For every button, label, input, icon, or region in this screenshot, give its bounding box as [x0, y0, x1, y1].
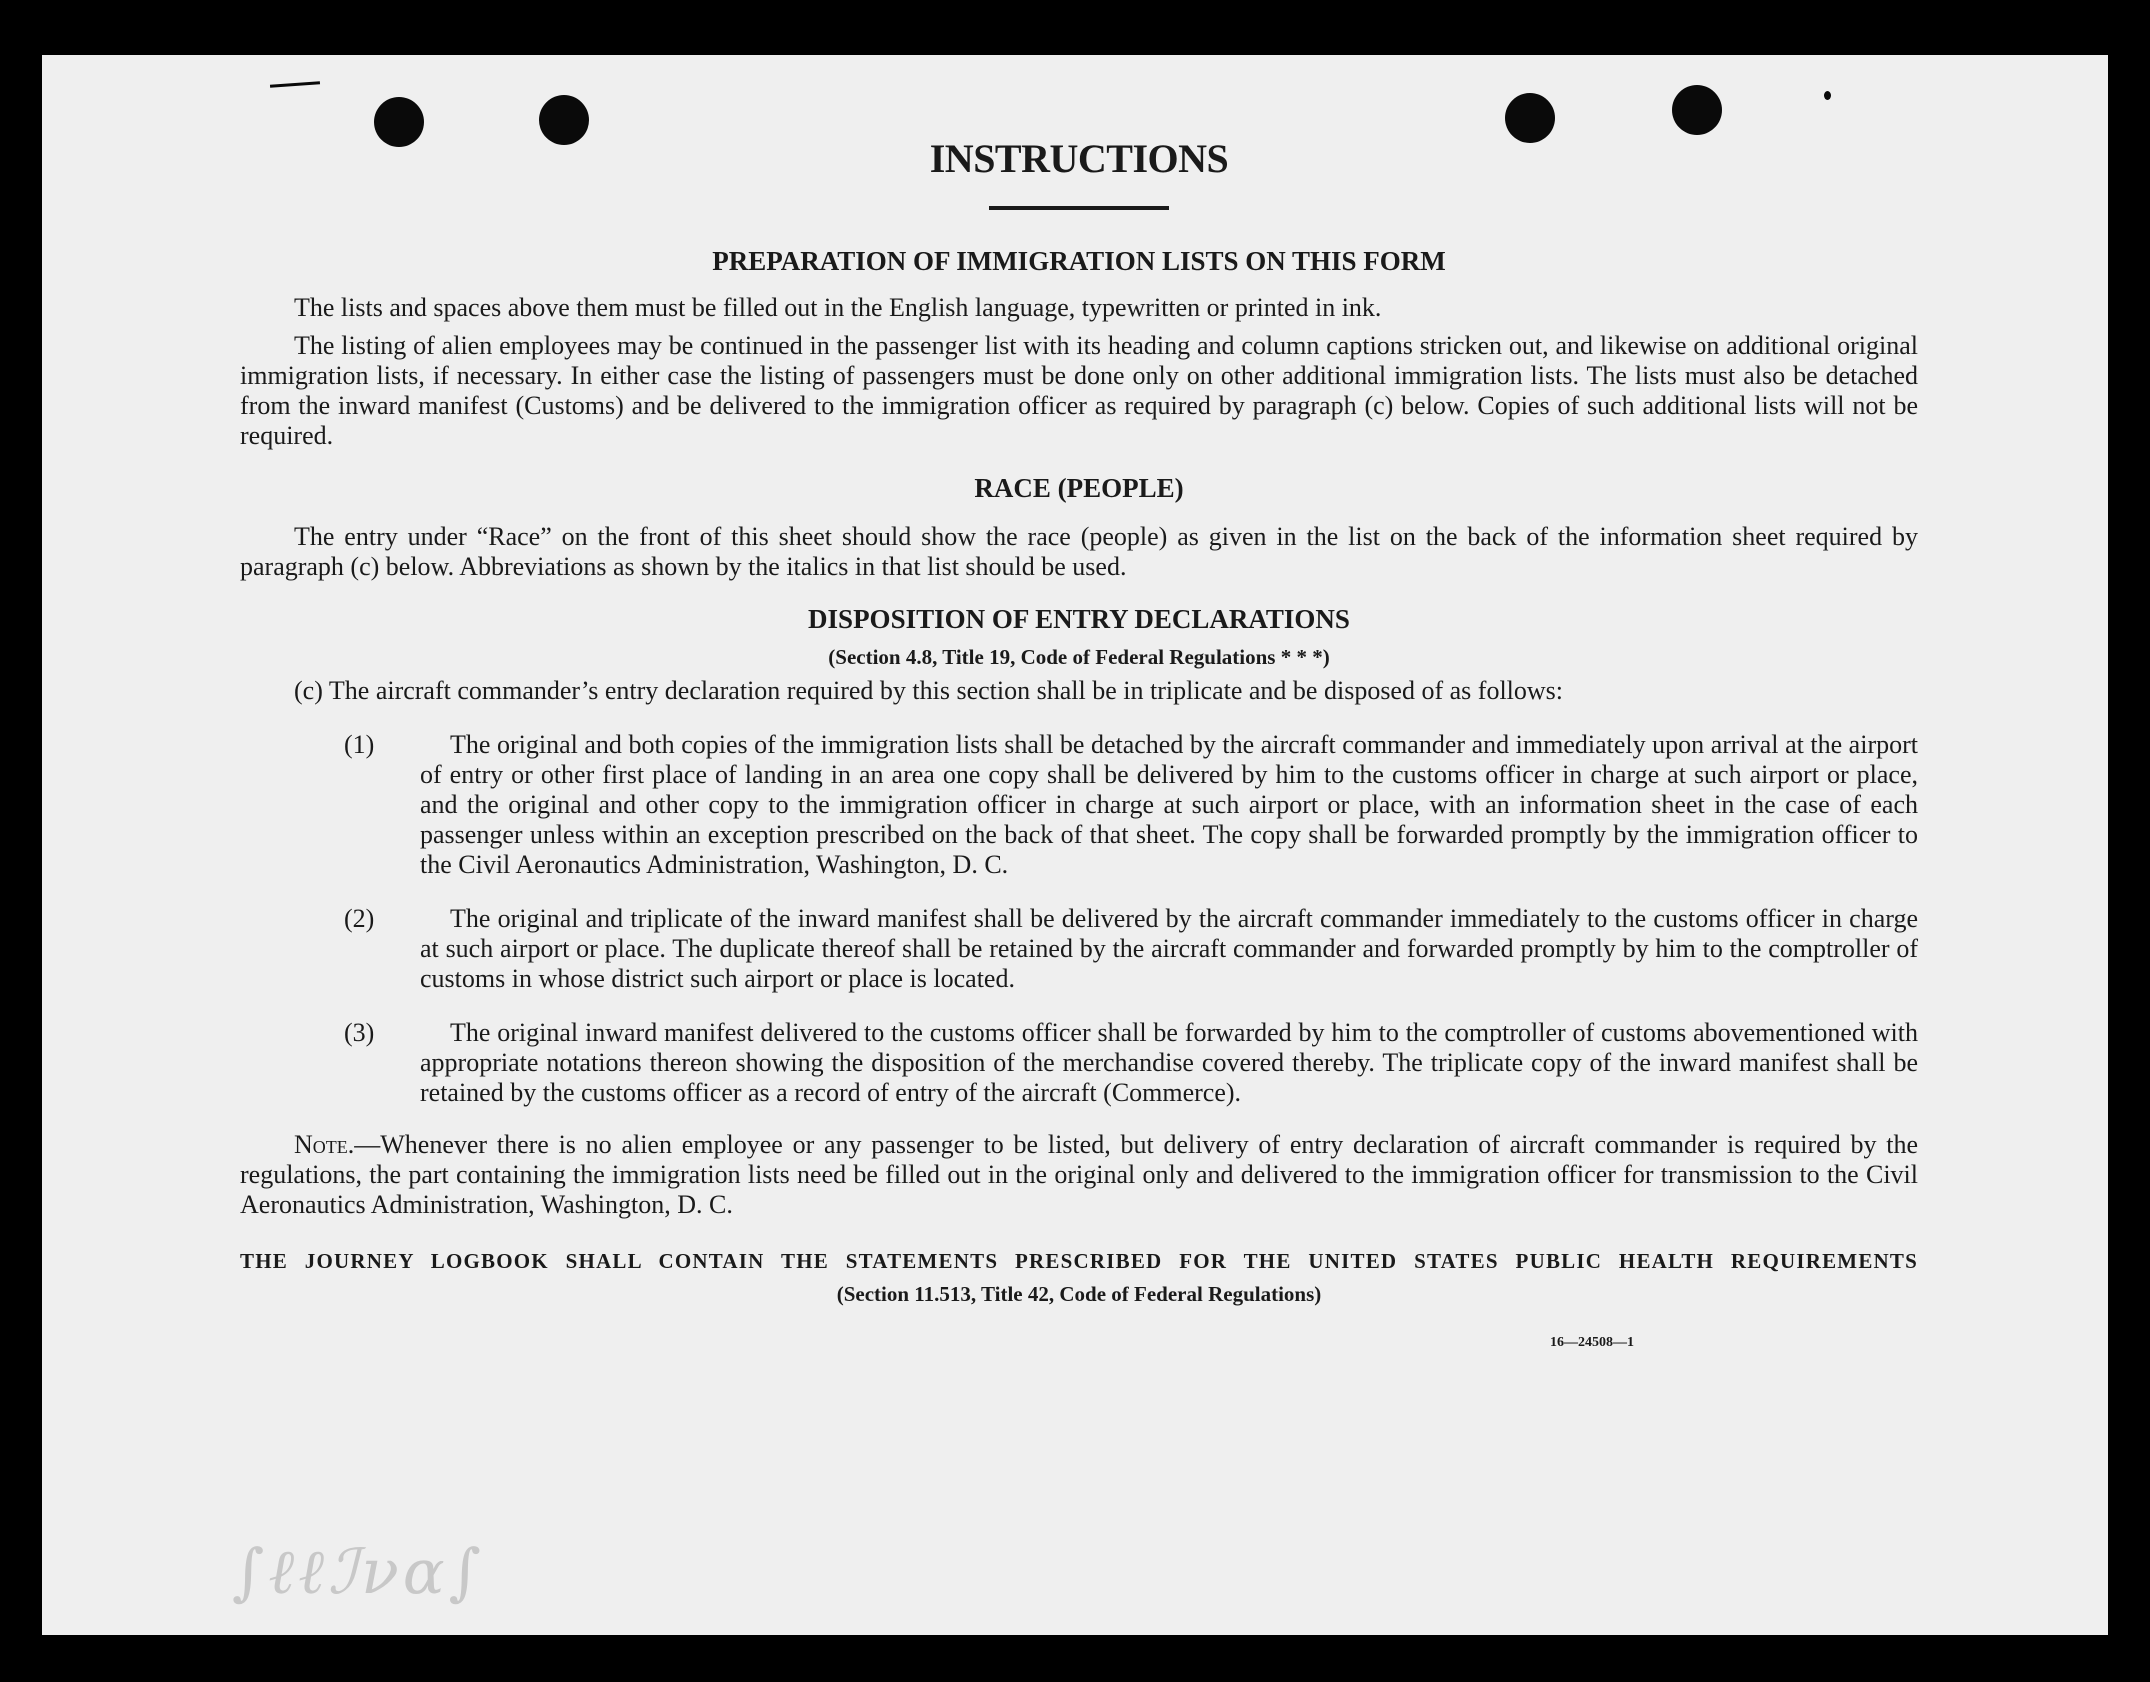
list-item — [240, 904, 1918, 994]
item-number: (2) — [344, 904, 375, 933]
disposition-citation: (Section 4.8, Title 19, Code of Federal Regulations * * *) — [828, 645, 1330, 669]
health-requirements-line: THE JOURNEY LOGBOOK SHALL CONTAIN THE STATEMENTS PRESCRIBED FOR THE UNITED STATES PUBLIC HEALTH REQUIREMENTS — [240, 1249, 1918, 1273]
disposition-intro — [240, 676, 1918, 706]
note-label: Note. — [294, 1130, 355, 1159]
document-sheet — [42, 55, 2108, 1635]
list-item — [240, 730, 1918, 880]
item-text: The original inward manifest delivered to the customs officer shall be forwarded by him to the comptroller of customs abovementioned with appropriate notations thereon showing the disposition of the merchandise covered thereby. The triplicate copy of the inward manifest shall be retained by the customs officer as a record of entry of the aircraft (Commerce). — [420, 1018, 1918, 1107]
item-text: The original and triplicate of the inward manifest shall be delivered by the aircraft commander immediately to the customs officer in charge at such airport or place. The duplicate thereof shall be retained by the aircraft commander and forwarded promptly by him to the comptroller of customs in whose district such airport or place is located. — [420, 904, 1918, 993]
form-number: 16—24508—1 — [1550, 1335, 1634, 1350]
list-item — [240, 1018, 1918, 1108]
faded-signature: ∫ℓℓℐνα∫ — [232, 1535, 485, 1608]
note-paragraph — [240, 1130, 1918, 1220]
item-number: (3) — [344, 1018, 375, 1047]
section-heading-preparation: PREPARATION OF IMMIGRATION LISTS ON THIS FORM — [712, 246, 1446, 276]
section-heading-race: RACE (PEOPLE) — [974, 473, 1184, 503]
intro-text: The aircraft commander’s entry declaration required by this section shall be in triplicate and be disposed of as follows: — [328, 676, 1564, 705]
item-text: The original and both copies of the immigration lists shall be detached by the aircraft commander and immediately upon arrival at the airport of entry or other first place of landing in an area one copy shall be delivered by him to the customs officer in charge at such airport or place, and the original and other copy to the immigration officer in charge at such airport or place, with an information sheet in the case of each passenger unless within an exception prescribed on the back of that sheet. The copy shall be forwarded promptly by the immigration officer to the Civil Aeronautics Administration, Washington, D. C. — [420, 730, 1918, 879]
stray-dot — [1824, 91, 1831, 100]
preparation-paragraph-1: The lists and spaces above them must be filled out in the English language, typewritten or printed in ink. — [294, 293, 1382, 322]
stray-mark — [270, 81, 320, 87]
item-number: (1) — [344, 730, 375, 759]
punch-hole-4 — [1672, 85, 1722, 135]
preparation-paragraph-2: The listing of alien employees may be continued in the passenger list with its heading and column captions stricken out, and likewise on additional original immigration lists, if necessary. In either case the listing of passengers must be done only on other additional immigration lists. The lists must also be detached from the inward manifest (Customs) and be delivered to the immigration officer as required by paragraph (c) below. Copies of such additional lists will not be required. — [240, 331, 1918, 450]
instructions-content — [240, 135, 1918, 1367]
race-paragraph: The entry under “Race” on the front of this sheet should show the race (people) as given in the list on the back of the information sheet required by paragraph (c) below. Abbreviations as shown by the italics in that list should be used. — [240, 522, 1918, 581]
form-number-row — [240, 1307, 1918, 1367]
health-citation: (Section 11.513, Title 42, Code of Federal Regulations) — [836, 1282, 1322, 1306]
note-text: —Whenever there is no alien employee or any passenger to be listed, but delivery of entry declaration of aircraft commander is required by the regulations, the part containing the immigration lists need be filled out in the original only and delivered to the immigration officer for transmission to the Civil Aeronautics Administration, Washington, D. C. — [240, 1130, 1918, 1219]
title-rule — [989, 206, 1169, 210]
page-title: INSTRUCTIONS — [929, 136, 1229, 181]
intro-label: (c) — [294, 676, 323, 705]
section-heading-disposition: DISPOSITION OF ENTRY DECLARATIONS — [808, 604, 1350, 634]
